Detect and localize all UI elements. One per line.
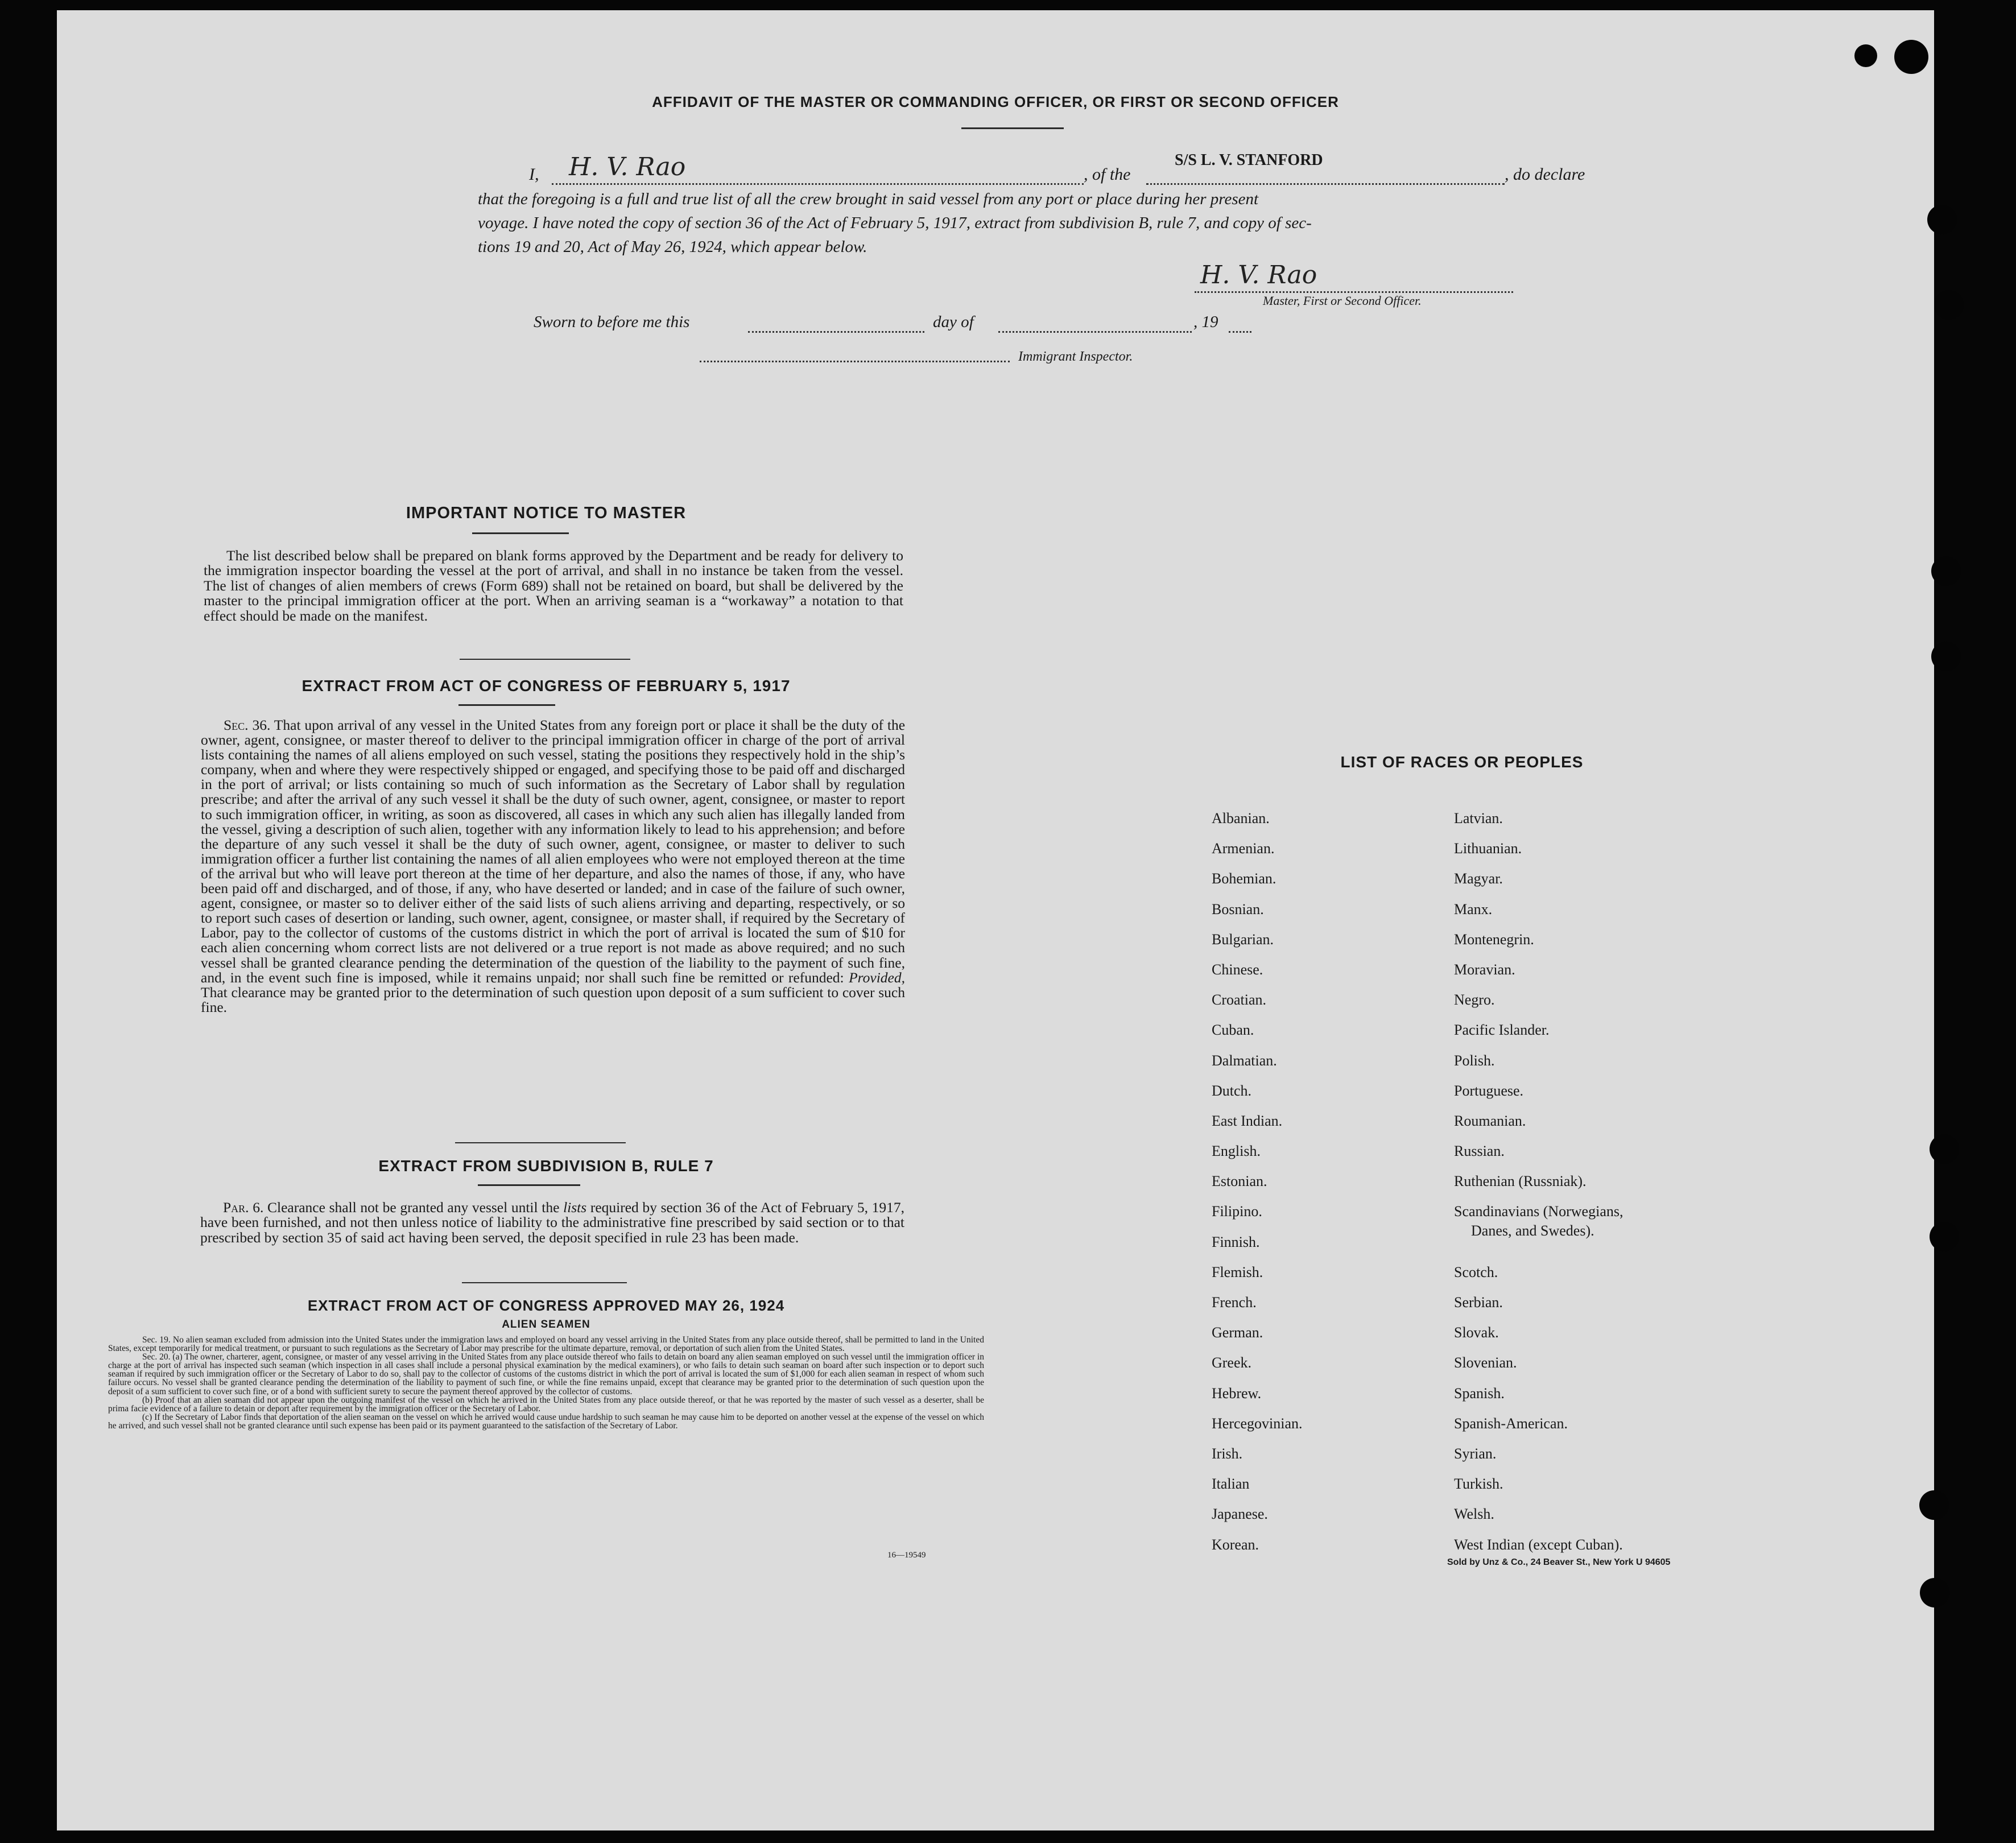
declarant-name-line [552,183,1084,185]
extract-1924-subtitle: ALIEN SEAMEN [502,1319,590,1330]
race-item: Pacific Islander. [1454,1022,1550,1039]
sworn-year-line [1229,331,1251,333]
subdivision-body [200,1200,904,1245]
race-item: Spanish-American. [1454,1415,1568,1432]
extract-1924-body [108,1336,984,1430]
race-item: Chinese. [1212,961,1263,978]
race-item: Dutch. [1212,1082,1252,1099]
race-item: Hercegovinian. [1212,1415,1303,1432]
binder-hole [1894,40,1928,74]
sworn-text: Sworn to before me this [534,313,690,331]
vessel-name-line [1146,183,1505,185]
sec-19-text: Sec. 19. No alien seaman excluded from admission into the United States under the immigration laws and employed on board any vessel arriving in the United States from any place outside thereof, shall be permitted to land in the United States, except temporarily for medical treatment, or pursuant to such regulations as the Secretary of Labor may prescribe for the ultimate departure, removal, or deportation of such alien from the United States. [108,1335,984,1354]
race-item: Armenian. [1212,840,1275,857]
race-item: Bulgarian. [1212,931,1274,948]
inspector-caption: Immigrant Inspector. [1018,349,1133,364]
vessel-name[interactable]: S/S L. V. STANFORD [1175,151,1323,169]
race-item: Roumanian. [1454,1112,1526,1129]
sec-36-label: Sec. 36. [224,717,271,733]
race-item: Ruthenian (Russniak). [1454,1173,1587,1190]
extract-1924-title: EXTRACT FROM ACT OF CONGRESS APPROVED MAY 26, 1924 [307,1297,785,1314]
races-right-column [1454,803,1623,1560]
race-item: Lithuanian. [1454,840,1522,857]
form-sheet [57,10,1934,1830]
sec-20b-text: (b) Proof that an alien seaman did not appear upon the outgoing manifest of the vessel on which he arrived in the United States from any place outside thereof, or that he was reported by the master of such vessel as a deserter, shall be prima facie evidence of a failure to detain or deport after requirement by the immigration officer or the Secretary of Labor. [108,1395,984,1414]
sec-20c-text: (c) If the Secretary of Labor finds that deportation of the alien seaman on the vessel on which he arrived would cause undue hardship to such seaman he may cause him to be deported on another vessel at the expense of the vessel on which he arrived, and such vessel shall not be granted clearance until such expense has been paid or its payment guaranteed to the satisfaction of the Secretary of Labor. [108,1412,984,1431]
master-signature-line [1195,291,1513,293]
race-item: Negro. [1454,991,1495,1009]
race-item: Finnish. [1212,1233,1260,1250]
race-item: Filipino. [1212,1203,1262,1220]
binder-hole [1931,556,1961,586]
binder-hole [1934,290,1964,320]
extract-1917-rule [458,704,555,706]
affidavit-line-4: tions 19 and 20, Act of May 26, 1924, which appear below. [478,238,867,256]
publisher-footer: Sold by Unz & Co., 24 Beaver St., New York U 94605 [1447,1557,1671,1567]
race-item: Syrian. [1454,1445,1497,1462]
race-item: Italian [1212,1476,1250,1493]
binder-hole [1931,642,1961,671]
par-6-text-b: required by section 36 of the Act of February 5, 1917, have been furnished, and not then unless notice of liability to the administrative fine prescribed by said section or to that prescribed by section 35 of said act having been served, the deposit specified in rule 23 has been made. [200,1199,905,1246]
race-item: Manx. [1454,900,1493,918]
declarant-signature[interactable]: H. V. Rao [569,152,686,181]
race-item: Greek. [1212,1354,1252,1371]
race-item: Bosnian. [1212,900,1264,918]
sworn-day-line [748,331,924,333]
sworn-year-prefix: , 19 [1193,313,1218,331]
race-item: Welsh. [1454,1506,1494,1523]
sworn-day-of: day of [933,313,974,331]
sec-36-text-a: That upon arrival of any vessel in the United States from any foreign port or place it shall be the duty of the owner, agent, consignee, or master thereof to deliver to the principal immigration officer in charge of the port of arrival lists containing the names of all aliens employed on such vessel, stating the positions they respectively hold in the ship’s company, when and where they were respectively shipped or engaged, and specifying those to be paid off and discharged in the port of arrival; or lists containing so much of such information as the Secretary of Labor shall by regulation prescribe; and after the arrival of any such vessel it shall be the duty of such owner, agent, consignee, or master to report to such immigration officer, in writing, as soon as discovered, all cases in which any such alien has illegally landed from the vessel, giving a description of such alien, together with any information likely to lead to his apprehension; and before the departure of any such vessel it shall be the duty of such owner, agent, consignee, or master to deliver to such immigration officer a further list containing the names of all alien employees who were not employed thereon at the time of the arrival but who will leave port thereon at the time of her departure, and also the names of those, if any, who have been paid off and discharged, and of those, if any, who have deserted or landed; and in case of the failure of such owner, agent, consignee, or master so to deliver either of the said lists of such aliens arriving and departing, respectively, or so to report such cases of desertion or landing, such owner, agent, consignee, or master shall, if required by the Secretary of Labor, pay to the collector of customs of the customs district in which the port of arrival is located the sum of $10 for each alien concerning whom correct lists are not delivered or a true report is not made as above required; and no such vessel shall be granted clearance pending the determination of the question of the liability to the payment of such fine, and, in the event such fine is imposed, while it remains unpaid; nor shall such fine be remitted or refunded: [201,717,906,986]
affidavit-title: AFFIDAVIT OF THE MASTER OR COMMANDING OFFICER, OR FIRST OR SECOND OFFICER [652,93,1339,110]
race-item: Serbian. [1454,1294,1503,1311]
race-item: Irish. [1212,1445,1243,1462]
sworn-month-line [998,331,1192,333]
race-item: Spanish. [1454,1385,1505,1402]
race-item: Moravian. [1454,961,1515,978]
title-rule [961,127,1064,129]
inspector-line [700,361,1010,362]
binder-hole [1919,1490,1949,1520]
race-item: Russian. [1454,1143,1505,1160]
race-item: Scotch. [1454,1263,1498,1280]
binder-hole [1930,1134,1959,1164]
par-6-label: Par. 6. [223,1199,264,1216]
sec-36-text-b: That clearance may be granted prior to the determination of such question upon deposit of a sum sufficient to cover such fine. [201,984,905,1015]
binder-hole [1927,205,1957,234]
race-item: Korean. [1212,1536,1259,1553]
binder-hole [1930,1222,1959,1251]
race-item: Hebrew. [1212,1385,1262,1402]
extract-1917-title: EXTRACT FROM ACT OF CONGRESS OF FEBRUARY 5, 1917 [301,677,791,695]
par-6-text-a: Clearance shall not be granted any vessel until the [267,1199,560,1216]
subdivision-rule [478,1184,580,1186]
extract-1917-end-rule [455,1142,626,1143]
notice-rule [472,532,569,534]
races-title: LIST OF RACES OR PEOPLES [1340,753,1584,771]
race-item: German. [1212,1324,1263,1341]
race-item: Danes, and Swedes). [1471,1222,1594,1239]
affidavit-do-declare: , do declare [1505,165,1585,184]
race-item: Bohemian. [1212,870,1276,887]
extract-1917-body [201,718,905,1015]
affidavit-line-3: voyage. I have noted the copy of section 36 of the Act of February 5, 1917, extract from subdivision B, rule 7, and copy of sec- [478,214,1312,232]
sec-20a-text: Sec. 20. (a) The owner, charterer, agent, consignee, or master of any vessel arriving in the United States from any place outside thereof who fails to detain on board any alien seaman employed on such vessel until the immigration officer in charge at the port of arrival has inspected such seaman (which inspection in all cases shall include a personal physical examination by the medical examiners), or who fails to detain such seaman on board after such inspection or to deport such seaman if required by such immigration officer or the Secretary of Labor to do so, shall pay to the collector of customs of the customs district in which the port of arrival is located the sum of $1,000 for each alien seaman in respect of whom such failure occurs. No vessel shall be granted clearance pending the determination of the liability to payment of such fine, or while the fine remains unpaid, except that clearance may be granted prior to the determination of such question upon the deposit of a sum sufficient to cover such fine, or of a bond with sufficient surety to secure the payment thereof approved by the collector of customs. [108,1352,984,1396]
master-signature[interactable]: H. V. Rao [1200,261,1317,290]
race-item: Cuban. [1212,1022,1254,1039]
race-item: Scandinavians (Norwegians, [1454,1203,1623,1220]
race-item: Croatian. [1212,991,1267,1009]
sec-36-provided: Provided, [849,969,905,986]
notice-body: The list described below shall be prepared on blank forms approved by the Department and be ready for delivery to the immigration inspector boarding the vessel at the port of arrival, and shall in no instance be taken from the vessel. The list of changes of alien members of crews (Form 689) shall not be retained on board, but shall be delivered by the master to the principal immigration officer at the port. When an arriving seaman is a “workaway” a notation to that effect should be made on the manifest. [204,547,903,624]
race-item: Magyar. [1454,870,1503,887]
race-item: French. [1212,1294,1257,1311]
race-item: Montenegrin. [1454,931,1534,948]
race-item: Portuguese. [1454,1082,1524,1099]
form-number: 16—19549 [887,1551,926,1560]
binder-hole [1854,44,1877,67]
race-item: West Indian (except Cuban). [1454,1536,1623,1553]
race-item: Polish. [1454,1052,1495,1069]
race-item: East Indian. [1212,1112,1283,1129]
race-item: Turkish. [1454,1476,1503,1493]
subdivision-title: EXTRACT FROM SUBDIVISION B, RULE 7 [378,1157,714,1175]
affidavit-of-the: , of the [1084,165,1131,184]
binder-hole [1920,1578,1949,1608]
affidavit-line-2: that the foregoing is a full and true list of all the crew brought in said vessel from any port or place during her present [478,190,1259,208]
race-item: Slovenian. [1454,1354,1517,1371]
race-item: English. [1212,1143,1261,1160]
par-6-lists: lists [563,1199,587,1216]
race-item: Estonian. [1212,1173,1267,1190]
master-caption: Master, First or Second Officer. [1263,294,1422,308]
subdivision-end-rule [462,1282,627,1283]
race-item: Albanian. [1212,810,1270,827]
notice-title: IMPORTANT NOTICE TO MASTER [406,504,687,522]
race-item: Dalmatian. [1212,1052,1277,1069]
race-item: Flemish. [1212,1263,1263,1280]
notice-end-rule [460,659,630,660]
race-item: Japanese. [1212,1506,1268,1523]
race-item: Slovak. [1454,1324,1499,1341]
race-item: Latvian. [1454,810,1503,827]
affidavit-i: I, [529,165,539,184]
races-left-column [1212,803,1303,1560]
